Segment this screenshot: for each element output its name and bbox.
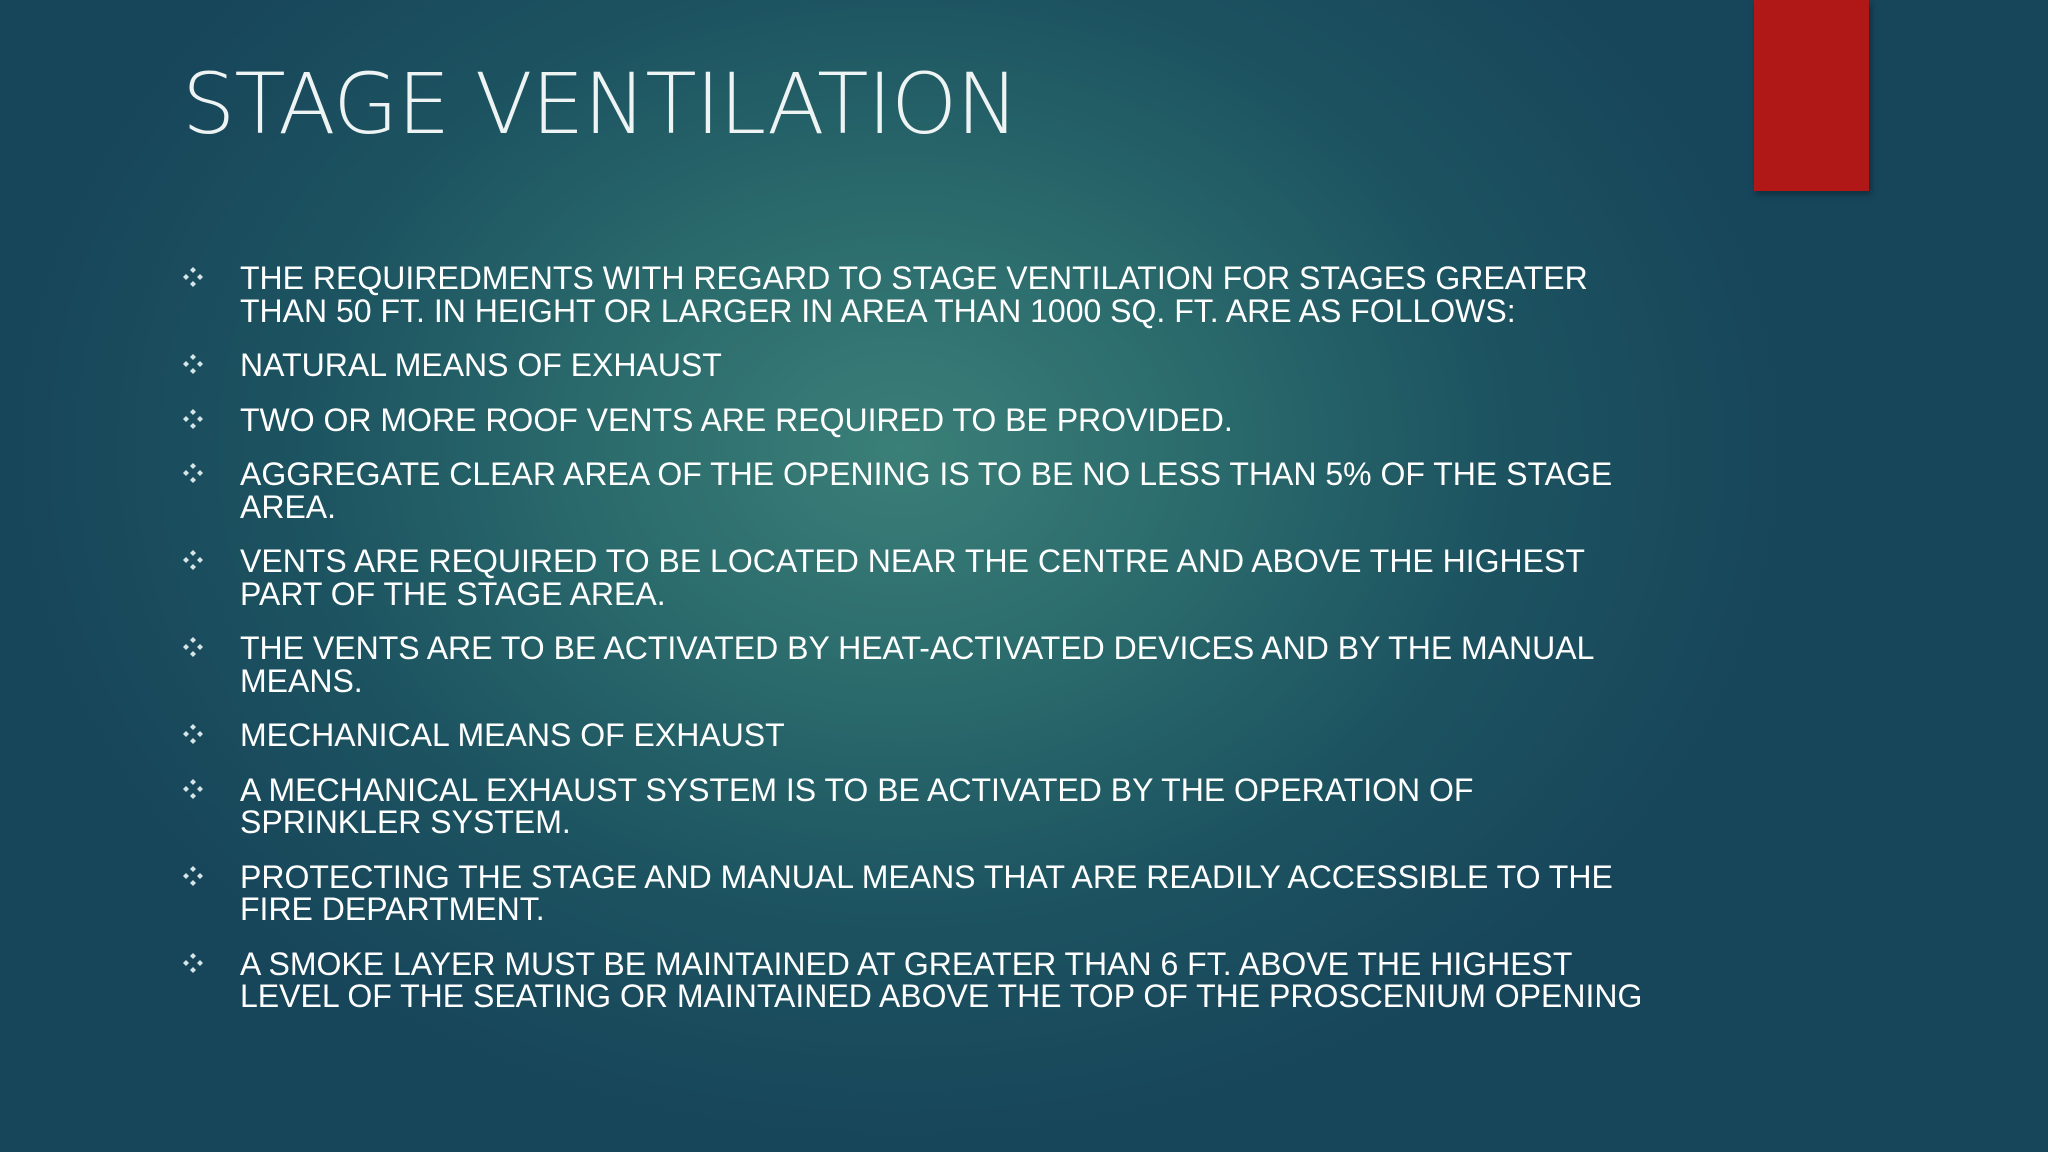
diamond-bullet-icon (182, 636, 204, 658)
bullet-item (182, 545, 1652, 610)
bullet-item (182, 719, 1652, 752)
bullet-text: A MECHANICAL EXHAUST SYSTEM IS TO BE ACTIVATED BY THE OPERATION OF SPRINKLER SYSTEM. (240, 771, 1474, 840)
bullet-text: A SMOKE LAYER MUST BE MAINTAINED AT GREATER THAN 6 FT. ABOVE THE HIGHEST LEVEL OF THE SEATING OR MAINTAINED ABOVE THE TOP OF THE PROSCENIUM OPENING (240, 945, 1643, 1014)
bullet-text: NATURAL MEANS OF EXHAUST (240, 347, 722, 383)
diamond-bullet-icon (182, 778, 204, 800)
bullet-item (182, 632, 1652, 697)
bullet-text: VENTS ARE REQUIRED TO BE LOCATED NEAR THE CENTRE AND ABOVE THE HIGHEST PART OF THE STAGE AREA. (240, 543, 1585, 612)
diamond-bullet-icon (182, 462, 204, 484)
diamond-bullet-icon (182, 952, 204, 974)
bullet-text: TWO OR MORE ROOF VENTS ARE REQUIRED TO BE PROVIDED. (240, 401, 1233, 438)
diamond-bullet-icon (182, 408, 204, 430)
bullet-item (182, 858, 1652, 927)
diamond-bullet-icon (182, 865, 204, 887)
bullet-list (182, 262, 1652, 1035)
bullet-item (182, 458, 1652, 523)
bullet-text: MECHANICAL MEANS OF EXHAUST (240, 717, 785, 753)
bullet-item (182, 262, 1652, 327)
bullet-text: THE VENTS ARE TO BE ACTIVATED BY HEAT-ACTIVATED DEVICES AND BY THE MANUAL MEANS. (240, 630, 1594, 699)
bullet-item (182, 349, 1652, 382)
bullet-item (182, 945, 1652, 1014)
bullet-item (182, 771, 1652, 840)
bullet-text: AGGREGATE CLEAR AREA OF THE OPENING IS TO BE NO LESS THAN 5% OF THE STAGE AREA. (240, 456, 1613, 525)
bullet-text: THE REQUIREDMENTS WITH REGARD TO STAGE VENTILATION FOR STAGES GREATER THAN 50 FT. IN HEIGHT OR LARGER IN AREA THAN 1000 SQ. FT. ARE AS FOLLOWS: (240, 260, 1588, 329)
bullet-text: PROTECTING THE STAGE AND MANUAL MEANS THAT ARE READILY ACCESSIBLE TO THE FIRE DEPARTMENT. (240, 858, 1613, 927)
slide-title: STAGE VENTILATION (182, 55, 1019, 153)
diamond-bullet-icon (182, 723, 204, 745)
accent-bar (1754, 0, 1869, 191)
diamond-bullet-icon (182, 353, 204, 375)
bullet-item (182, 401, 1652, 438)
diamond-bullet-icon (182, 549, 204, 571)
diamond-bullet-icon (182, 266, 204, 288)
